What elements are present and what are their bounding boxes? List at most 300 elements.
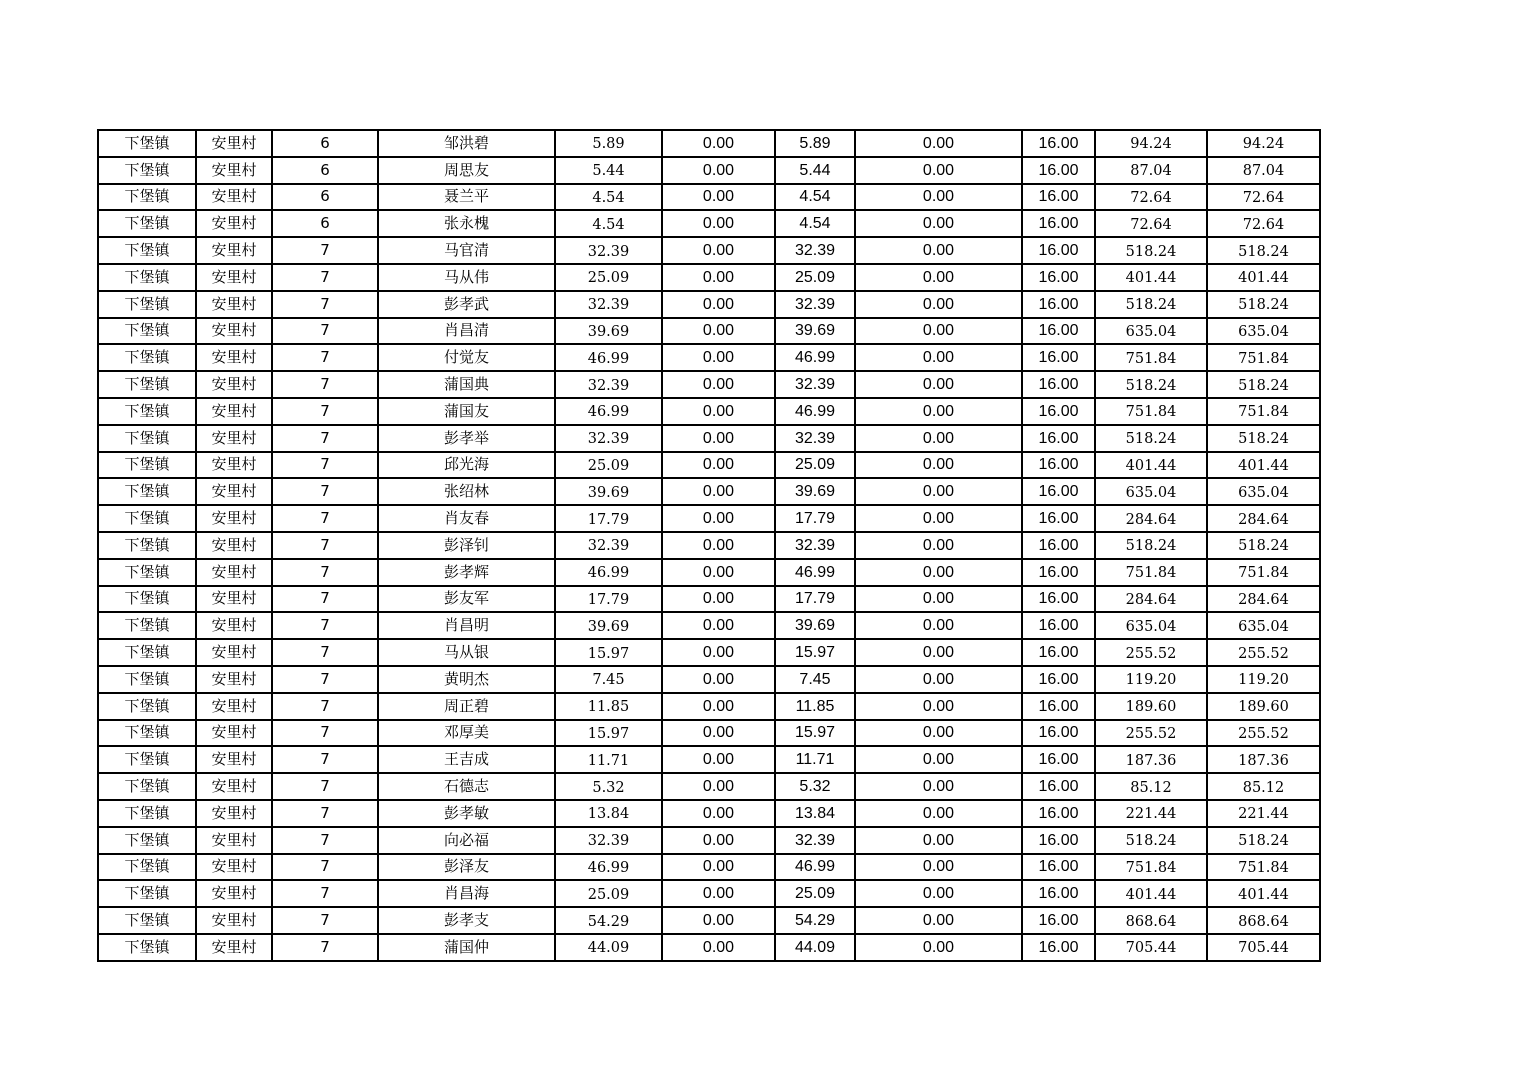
village-cell: 安里村 xyxy=(196,666,272,693)
table-row xyxy=(98,130,1320,157)
area-d-cell: 0.00 xyxy=(855,746,1022,773)
village-cell: 安里村 xyxy=(196,318,272,345)
amount-b-cell: 119.20 xyxy=(1207,666,1320,693)
group-cell: 7 xyxy=(272,746,378,773)
amount-a-cell: 85.12 xyxy=(1095,773,1207,800)
name-cell: 彭孝辉 xyxy=(378,559,555,586)
area-a-cell: 7.45 xyxy=(555,666,662,693)
area-a-cell: 17.79 xyxy=(555,505,662,532)
amount-a-cell: 635.04 xyxy=(1095,612,1207,639)
area-d-cell: 0.00 xyxy=(855,371,1022,398)
town-cell: 下堡镇 xyxy=(98,237,196,264)
area-c-cell: 17.79 xyxy=(775,586,855,613)
group-cell: 7 xyxy=(272,237,378,264)
village-cell: 安里村 xyxy=(196,398,272,425)
amount-a-cell: 119.20 xyxy=(1095,666,1207,693)
table-row xyxy=(98,773,1320,800)
area-c-cell: 39.69 xyxy=(775,318,855,345)
area-a-cell: 5.44 xyxy=(555,157,662,184)
area-c-cell: 46.99 xyxy=(775,559,855,586)
area-a-cell: 46.99 xyxy=(555,559,662,586)
village-cell: 安里村 xyxy=(196,452,272,479)
table-row xyxy=(98,800,1320,827)
village-cell: 安里村 xyxy=(196,907,272,934)
town-cell: 下堡镇 xyxy=(98,586,196,613)
area-c-cell: 39.69 xyxy=(775,612,855,639)
table-row xyxy=(98,505,1320,532)
amount-b-cell: 751.84 xyxy=(1207,854,1320,881)
village-cell: 安里村 xyxy=(196,130,272,157)
rate-cell: 16.00 xyxy=(1022,237,1095,264)
area-c-cell: 5.32 xyxy=(775,773,855,800)
area-b-cell: 0.00 xyxy=(662,478,775,505)
area-c-cell: 32.39 xyxy=(775,371,855,398)
amount-a-cell: 518.24 xyxy=(1095,827,1207,854)
amount-b-cell: 401.44 xyxy=(1207,880,1320,907)
area-a-cell: 32.39 xyxy=(555,532,662,559)
area-b-cell: 0.00 xyxy=(662,827,775,854)
area-c-cell: 32.39 xyxy=(775,532,855,559)
town-cell: 下堡镇 xyxy=(98,291,196,318)
name-cell: 肖昌明 xyxy=(378,612,555,639)
rate-cell: 16.00 xyxy=(1022,854,1095,881)
village-cell: 安里村 xyxy=(196,586,272,613)
town-cell: 下堡镇 xyxy=(98,184,196,211)
group-cell: 7 xyxy=(272,586,378,613)
amount-b-cell: 284.64 xyxy=(1207,586,1320,613)
name-cell: 肖昌海 xyxy=(378,880,555,907)
name-cell: 聂兰平 xyxy=(378,184,555,211)
area-a-cell: 32.39 xyxy=(555,425,662,452)
area-c-cell: 4.54 xyxy=(775,184,855,211)
area-c-cell: 25.09 xyxy=(775,452,855,479)
area-b-cell: 0.00 xyxy=(662,720,775,747)
amount-a-cell: 751.84 xyxy=(1095,559,1207,586)
area-a-cell: 44.09 xyxy=(555,934,662,961)
rate-cell: 16.00 xyxy=(1022,693,1095,720)
area-b-cell: 0.00 xyxy=(662,532,775,559)
amount-b-cell: 255.52 xyxy=(1207,720,1320,747)
village-cell: 安里村 xyxy=(196,639,272,666)
area-a-cell: 13.84 xyxy=(555,800,662,827)
amount-a-cell: 751.84 xyxy=(1095,344,1207,371)
group-cell: 7 xyxy=(272,425,378,452)
group-cell: 7 xyxy=(272,880,378,907)
name-cell: 彭泽友 xyxy=(378,854,555,881)
name-cell: 彭孝武 xyxy=(378,291,555,318)
area-a-cell: 4.54 xyxy=(555,184,662,211)
name-cell: 马官清 xyxy=(378,237,555,264)
amount-a-cell: 518.24 xyxy=(1095,291,1207,318)
amount-a-cell: 87.04 xyxy=(1095,157,1207,184)
area-b-cell: 0.00 xyxy=(662,425,775,452)
table-body xyxy=(98,130,1320,961)
amount-a-cell: 751.84 xyxy=(1095,854,1207,881)
village-cell: 安里村 xyxy=(196,237,272,264)
amount-b-cell: 85.12 xyxy=(1207,773,1320,800)
area-b-cell: 0.00 xyxy=(662,586,775,613)
rate-cell: 16.00 xyxy=(1022,880,1095,907)
table-row xyxy=(98,880,1320,907)
amount-a-cell: 401.44 xyxy=(1095,452,1207,479)
name-cell: 彭孝敏 xyxy=(378,800,555,827)
area-b-cell: 0.00 xyxy=(662,746,775,773)
amount-a-cell: 751.84 xyxy=(1095,398,1207,425)
table-row xyxy=(98,907,1320,934)
table-row xyxy=(98,532,1320,559)
town-cell: 下堡镇 xyxy=(98,478,196,505)
area-d-cell: 0.00 xyxy=(855,612,1022,639)
rate-cell: 16.00 xyxy=(1022,210,1095,237)
table-row xyxy=(98,612,1320,639)
table-row xyxy=(98,854,1320,881)
area-a-cell: 25.09 xyxy=(555,264,662,291)
area-c-cell: 4.54 xyxy=(775,210,855,237)
table-row xyxy=(98,934,1320,961)
rate-cell: 16.00 xyxy=(1022,800,1095,827)
area-c-cell: 32.39 xyxy=(775,425,855,452)
town-cell: 下堡镇 xyxy=(98,800,196,827)
town-cell: 下堡镇 xyxy=(98,934,196,961)
area-d-cell: 0.00 xyxy=(855,237,1022,264)
area-c-cell: 32.39 xyxy=(775,291,855,318)
amount-a-cell: 401.44 xyxy=(1095,880,1207,907)
amount-a-cell: 635.04 xyxy=(1095,478,1207,505)
group-cell: 7 xyxy=(272,639,378,666)
area-d-cell: 0.00 xyxy=(855,291,1022,318)
area-d-cell: 0.00 xyxy=(855,827,1022,854)
area-d-cell: 0.00 xyxy=(855,210,1022,237)
rate-cell: 16.00 xyxy=(1022,344,1095,371)
group-cell: 7 xyxy=(272,371,378,398)
name-cell: 周正碧 xyxy=(378,693,555,720)
rate-cell: 16.00 xyxy=(1022,318,1095,345)
area-b-cell: 0.00 xyxy=(662,291,775,318)
area-c-cell: 11.71 xyxy=(775,746,855,773)
area-b-cell: 0.00 xyxy=(662,318,775,345)
area-c-cell: 25.09 xyxy=(775,880,855,907)
table-row xyxy=(98,237,1320,264)
amount-a-cell: 284.64 xyxy=(1095,505,1207,532)
area-d-cell: 0.00 xyxy=(855,425,1022,452)
town-cell: 下堡镇 xyxy=(98,854,196,881)
group-cell: 7 xyxy=(272,907,378,934)
amount-b-cell: 868.64 xyxy=(1207,907,1320,934)
amount-a-cell: 189.60 xyxy=(1095,693,1207,720)
town-cell: 下堡镇 xyxy=(98,746,196,773)
name-cell: 蒲国友 xyxy=(378,398,555,425)
amount-b-cell: 518.24 xyxy=(1207,425,1320,452)
town-cell: 下堡镇 xyxy=(98,425,196,452)
amount-b-cell: 189.60 xyxy=(1207,693,1320,720)
rate-cell: 16.00 xyxy=(1022,559,1095,586)
table-row xyxy=(98,639,1320,666)
area-a-cell: 32.39 xyxy=(555,237,662,264)
rate-cell: 16.00 xyxy=(1022,720,1095,747)
town-cell: 下堡镇 xyxy=(98,452,196,479)
name-cell: 邓厚美 xyxy=(378,720,555,747)
amount-a-cell: 868.64 xyxy=(1095,907,1207,934)
area-b-cell: 0.00 xyxy=(662,612,775,639)
amount-a-cell: 518.24 xyxy=(1095,532,1207,559)
name-cell: 肖昌清 xyxy=(378,318,555,345)
area-b-cell: 0.00 xyxy=(662,398,775,425)
area-c-cell: 15.97 xyxy=(775,720,855,747)
group-cell: 7 xyxy=(272,612,378,639)
group-cell: 7 xyxy=(272,264,378,291)
town-cell: 下堡镇 xyxy=(98,880,196,907)
area-a-cell: 39.69 xyxy=(555,318,662,345)
area-b-cell: 0.00 xyxy=(662,666,775,693)
town-cell: 下堡镇 xyxy=(98,264,196,291)
village-cell: 安里村 xyxy=(196,532,272,559)
area-a-cell: 15.97 xyxy=(555,639,662,666)
name-cell: 王吉成 xyxy=(378,746,555,773)
table-row xyxy=(98,318,1320,345)
group-cell: 6 xyxy=(272,210,378,237)
area-d-cell: 0.00 xyxy=(855,532,1022,559)
village-cell: 安里村 xyxy=(196,184,272,211)
rate-cell: 16.00 xyxy=(1022,478,1095,505)
area-d-cell: 0.00 xyxy=(855,720,1022,747)
town-cell: 下堡镇 xyxy=(98,612,196,639)
table-row xyxy=(98,452,1320,479)
name-cell: 张绍林 xyxy=(378,478,555,505)
table-row xyxy=(98,586,1320,613)
area-a-cell: 25.09 xyxy=(555,452,662,479)
area-d-cell: 0.00 xyxy=(855,773,1022,800)
town-cell: 下堡镇 xyxy=(98,505,196,532)
area-b-cell: 0.00 xyxy=(662,854,775,881)
area-d-cell: 0.00 xyxy=(855,880,1022,907)
group-cell: 7 xyxy=(272,505,378,532)
area-b-cell: 0.00 xyxy=(662,157,775,184)
table-row xyxy=(98,425,1320,452)
group-cell: 7 xyxy=(272,773,378,800)
area-d-cell: 0.00 xyxy=(855,505,1022,532)
name-cell: 周思友 xyxy=(378,157,555,184)
village-cell: 安里村 xyxy=(196,612,272,639)
rate-cell: 16.00 xyxy=(1022,612,1095,639)
village-cell: 安里村 xyxy=(196,425,272,452)
amount-a-cell: 221.44 xyxy=(1095,800,1207,827)
town-cell: 下堡镇 xyxy=(98,210,196,237)
town-cell: 下堡镇 xyxy=(98,907,196,934)
town-cell: 下堡镇 xyxy=(98,398,196,425)
area-b-cell: 0.00 xyxy=(662,639,775,666)
amount-a-cell: 255.52 xyxy=(1095,639,1207,666)
rate-cell: 16.00 xyxy=(1022,532,1095,559)
town-cell: 下堡镇 xyxy=(98,371,196,398)
amount-a-cell: 635.04 xyxy=(1095,318,1207,345)
village-cell: 安里村 xyxy=(196,559,272,586)
area-c-cell: 46.99 xyxy=(775,854,855,881)
name-cell: 付觉友 xyxy=(378,344,555,371)
amount-b-cell: 518.24 xyxy=(1207,827,1320,854)
village-cell: 安里村 xyxy=(196,854,272,881)
area-a-cell: 11.85 xyxy=(555,693,662,720)
amount-b-cell: 518.24 xyxy=(1207,237,1320,264)
area-b-cell: 0.00 xyxy=(662,344,775,371)
amount-b-cell: 635.04 xyxy=(1207,318,1320,345)
village-cell: 安里村 xyxy=(196,827,272,854)
area-d-cell: 0.00 xyxy=(855,398,1022,425)
area-c-cell: 32.39 xyxy=(775,827,855,854)
group-cell: 6 xyxy=(272,184,378,211)
town-cell: 下堡镇 xyxy=(98,157,196,184)
amount-b-cell: 518.24 xyxy=(1207,291,1320,318)
area-c-cell: 46.99 xyxy=(775,398,855,425)
area-c-cell: 5.89 xyxy=(775,130,855,157)
name-cell: 肖友春 xyxy=(378,505,555,532)
name-cell: 马从银 xyxy=(378,639,555,666)
amount-b-cell: 72.64 xyxy=(1207,210,1320,237)
village-cell: 安里村 xyxy=(196,773,272,800)
area-a-cell: 15.97 xyxy=(555,720,662,747)
area-b-cell: 0.00 xyxy=(662,237,775,264)
table-row xyxy=(98,344,1320,371)
amount-b-cell: 705.44 xyxy=(1207,934,1320,961)
village-cell: 安里村 xyxy=(196,693,272,720)
rate-cell: 16.00 xyxy=(1022,452,1095,479)
area-c-cell: 15.97 xyxy=(775,639,855,666)
table-row xyxy=(98,291,1320,318)
area-d-cell: 0.00 xyxy=(855,452,1022,479)
area-b-cell: 0.00 xyxy=(662,934,775,961)
village-cell: 安里村 xyxy=(196,344,272,371)
name-cell: 张永槐 xyxy=(378,210,555,237)
table-row xyxy=(98,157,1320,184)
table-row xyxy=(98,478,1320,505)
rate-cell: 16.00 xyxy=(1022,130,1095,157)
area-b-cell: 0.00 xyxy=(662,800,775,827)
area-b-cell: 0.00 xyxy=(662,505,775,532)
amount-a-cell: 401.44 xyxy=(1095,264,1207,291)
amount-b-cell: 518.24 xyxy=(1207,371,1320,398)
area-b-cell: 0.00 xyxy=(662,184,775,211)
amount-b-cell: 187.36 xyxy=(1207,746,1320,773)
area-a-cell: 46.99 xyxy=(555,398,662,425)
group-cell: 7 xyxy=(272,800,378,827)
area-c-cell: 46.99 xyxy=(775,344,855,371)
area-d-cell: 0.00 xyxy=(855,934,1022,961)
town-cell: 下堡镇 xyxy=(98,773,196,800)
area-d-cell: 0.00 xyxy=(855,854,1022,881)
village-cell: 安里村 xyxy=(196,264,272,291)
rate-cell: 16.00 xyxy=(1022,934,1095,961)
amount-a-cell: 284.64 xyxy=(1095,586,1207,613)
rate-cell: 16.00 xyxy=(1022,264,1095,291)
area-c-cell: 13.84 xyxy=(775,800,855,827)
rate-cell: 16.00 xyxy=(1022,746,1095,773)
village-cell: 安里村 xyxy=(196,210,272,237)
rate-cell: 16.00 xyxy=(1022,291,1095,318)
group-cell: 7 xyxy=(272,559,378,586)
name-cell: 马从伟 xyxy=(378,264,555,291)
area-d-cell: 0.00 xyxy=(855,800,1022,827)
amount-b-cell: 221.44 xyxy=(1207,800,1320,827)
name-cell: 黄明杰 xyxy=(378,666,555,693)
table-row xyxy=(98,398,1320,425)
amount-b-cell: 94.24 xyxy=(1207,130,1320,157)
table-row xyxy=(98,210,1320,237)
town-cell: 下堡镇 xyxy=(98,693,196,720)
table-row xyxy=(98,559,1320,586)
area-b-cell: 0.00 xyxy=(662,773,775,800)
area-a-cell: 5.32 xyxy=(555,773,662,800)
amount-b-cell: 284.64 xyxy=(1207,505,1320,532)
area-c-cell: 32.39 xyxy=(775,237,855,264)
area-b-cell: 0.00 xyxy=(662,264,775,291)
name-cell: 彭泽钊 xyxy=(378,532,555,559)
area-b-cell: 0.00 xyxy=(662,693,775,720)
amount-b-cell: 72.64 xyxy=(1207,184,1320,211)
town-cell: 下堡镇 xyxy=(98,318,196,345)
group-cell: 7 xyxy=(272,478,378,505)
table-row xyxy=(98,184,1320,211)
amount-b-cell: 751.84 xyxy=(1207,398,1320,425)
area-d-cell: 0.00 xyxy=(855,666,1022,693)
town-cell: 下堡镇 xyxy=(98,130,196,157)
table-row xyxy=(98,693,1320,720)
table-row xyxy=(98,371,1320,398)
area-a-cell: 32.39 xyxy=(555,291,662,318)
area-b-cell: 0.00 xyxy=(662,130,775,157)
town-cell: 下堡镇 xyxy=(98,559,196,586)
name-cell: 蒲国典 xyxy=(378,371,555,398)
name-cell: 石德志 xyxy=(378,773,555,800)
area-a-cell: 39.69 xyxy=(555,612,662,639)
amount-a-cell: 94.24 xyxy=(1095,130,1207,157)
area-b-cell: 0.00 xyxy=(662,559,775,586)
area-c-cell: 7.45 xyxy=(775,666,855,693)
village-cell: 安里村 xyxy=(196,934,272,961)
table-row xyxy=(98,746,1320,773)
area-d-cell: 0.00 xyxy=(855,693,1022,720)
village-cell: 安里村 xyxy=(196,880,272,907)
town-cell: 下堡镇 xyxy=(98,639,196,666)
area-d-cell: 0.00 xyxy=(855,184,1022,211)
rate-cell: 16.00 xyxy=(1022,425,1095,452)
group-cell: 7 xyxy=(272,693,378,720)
rate-cell: 16.00 xyxy=(1022,639,1095,666)
amount-b-cell: 87.04 xyxy=(1207,157,1320,184)
area-a-cell: 54.29 xyxy=(555,907,662,934)
table-row xyxy=(98,827,1320,854)
village-cell: 安里村 xyxy=(196,720,272,747)
group-cell: 6 xyxy=(272,157,378,184)
rate-cell: 16.00 xyxy=(1022,907,1095,934)
area-b-cell: 0.00 xyxy=(662,907,775,934)
area-a-cell: 17.79 xyxy=(555,586,662,613)
village-cell: 安里村 xyxy=(196,746,272,773)
town-cell: 下堡镇 xyxy=(98,720,196,747)
rate-cell: 16.00 xyxy=(1022,505,1095,532)
area-a-cell: 11.71 xyxy=(555,746,662,773)
name-cell: 彭孝支 xyxy=(378,907,555,934)
amount-b-cell: 518.24 xyxy=(1207,532,1320,559)
rate-cell: 16.00 xyxy=(1022,666,1095,693)
amount-b-cell: 751.84 xyxy=(1207,559,1320,586)
amount-a-cell: 518.24 xyxy=(1095,371,1207,398)
area-d-cell: 0.00 xyxy=(855,559,1022,586)
group-cell: 7 xyxy=(272,344,378,371)
group-cell: 7 xyxy=(272,934,378,961)
area-c-cell: 11.85 xyxy=(775,693,855,720)
name-cell: 邱光海 xyxy=(378,452,555,479)
group-cell: 7 xyxy=(272,720,378,747)
town-cell: 下堡镇 xyxy=(98,666,196,693)
